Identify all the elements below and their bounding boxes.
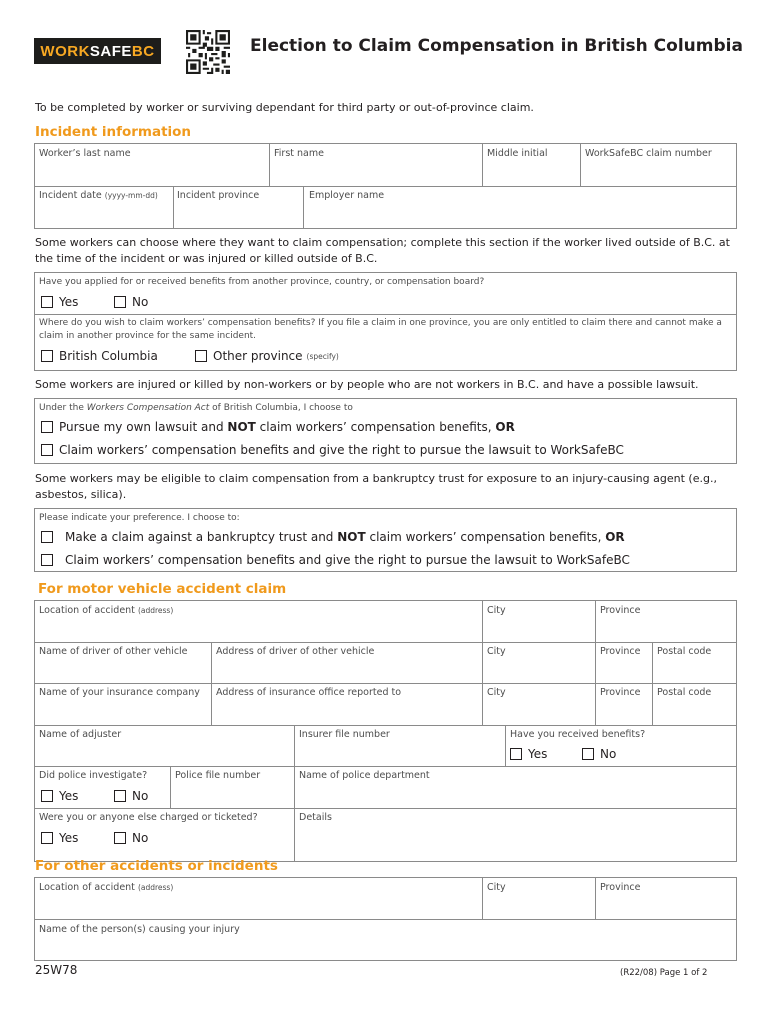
pursue-lawsuit-checkbox[interactable] [41, 420, 515, 434]
other-address-hint: (address) [137, 883, 174, 892]
page-title: Election to Claim Compensation in British Columbia [250, 36, 743, 56]
claim-compensation-checkbox[interactable] [41, 443, 624, 457]
other-province-checkbox[interactable] [195, 349, 339, 363]
other-location-label: Location of accident [39, 882, 135, 893]
bankruptcy-box [34, 508, 737, 572]
insurance-postal-field[interactable]: Postal code [657, 687, 712, 698]
checkbox-icon [41, 554, 53, 566]
incident-heading: Incident information [35, 124, 192, 140]
bankruptcy-claim-label: Claim workers’ compensation benefits and give the right to pursue the lawsuit to WorkSafeBC [65, 553, 630, 567]
charged-question: Were you or anyone else charged or ticketed? [39, 812, 258, 823]
middle-initial-field[interactable]: Middle initial [487, 148, 548, 159]
received-benefits-yes-checkbox[interactable] [510, 747, 547, 761]
police-department-field[interactable]: Name of police department [299, 770, 430, 781]
logo-bc: BC [131, 42, 155, 60]
checkbox-icon [510, 748, 522, 760]
incident-date-field[interactable] [39, 190, 158, 201]
lawsuit-text: Some workers are injured or killed by non-workers or by people who are not workers in B.C. and have a possible lawsuit. [35, 378, 699, 391]
other-city-field[interactable]: City [487, 882, 506, 893]
charged-no-checkbox[interactable] [114, 831, 148, 845]
lawsuit-box [34, 398, 737, 464]
province-question: Where do you wish to claim workers’ compensation benefits? If you file a claim in one province, you are only entitled to claim there and cannot make a claim in another province for the same incident. [39, 318, 722, 341]
other-heading: For other accidents or incidents [35, 858, 278, 874]
bankruptcy-question: Please indicate your preference. I choose to: [39, 513, 240, 523]
insurer-file-field[interactable]: Insurer file number [299, 729, 390, 740]
motor-address-hint: (address) [137, 606, 174, 615]
bankruptcy-text: Some workers may be eligible to claim compensation from a bankruptcy trust for exposure to an injury-causing agent (e.g., asbestos, silica). [35, 472, 717, 501]
specify-hint: (specify) [306, 351, 339, 361]
bankruptcy-claim-checkbox[interactable] [41, 553, 630, 567]
motor-city-field[interactable]: City [487, 605, 506, 616]
checkbox-icon [41, 296, 53, 308]
checkbox-icon [195, 350, 207, 362]
british-columbia-label: British Columbia [59, 349, 158, 363]
bankruptcy-or: OR [605, 530, 625, 544]
driver-postal-field[interactable]: Postal code [657, 646, 712, 657]
driver-address-field[interactable]: Address of driver of other vehicle [216, 646, 375, 657]
insurance-address-field[interactable]: Address of insurance office reported to [216, 687, 402, 698]
logo-work: WORK [40, 42, 90, 60]
checkbox-icon [41, 444, 53, 456]
bankruptcy-text-b: claim workers’ compensation benefits, [365, 530, 606, 544]
out-of-province-box [34, 272, 737, 371]
charged-no-label: No [132, 831, 149, 845]
first-name-field[interactable]: First name [274, 148, 324, 159]
police-yes-checkbox[interactable] [41, 789, 78, 803]
received-benefits-no-checkbox[interactable] [582, 747, 616, 761]
checkbox-icon [41, 421, 53, 433]
police-file-field[interactable]: Police file number [175, 770, 261, 781]
charged-yes-checkbox[interactable] [41, 831, 78, 845]
intro-text: To be completed by worker or surviving dependant for third party or out-of-province claim. [35, 101, 534, 114]
persons-causing-injury-field[interactable]: Name of the person(s) causing your injury [39, 924, 240, 935]
other-location-field[interactable] [39, 882, 173, 893]
worksafebc-logo [34, 38, 161, 64]
benefits-yes-checkbox[interactable] [41, 295, 78, 309]
motor-heading: For motor vehicle accident claim [38, 581, 287, 597]
incident-province-field[interactable]: Incident province [177, 190, 260, 201]
bankruptcy-text-a: Make a claim against a bankruptcy trust and [65, 530, 338, 544]
motor-table [34, 600, 737, 862]
lawsuit-question [39, 402, 353, 415]
adjuster-field[interactable]: Name of adjuster [39, 729, 122, 740]
driver-province-field[interactable]: Province [600, 646, 641, 657]
checkbox-icon [41, 350, 53, 362]
lawsuit-q-act: Workers Compensation Act [86, 403, 210, 413]
motor-location-field[interactable] [39, 605, 173, 616]
checkbox-icon [114, 296, 126, 308]
other-province-label: Other province [213, 349, 303, 363]
bankruptcy-not: NOT [337, 530, 366, 544]
police-yes-label: Yes [59, 789, 79, 803]
incident-table [34, 143, 737, 229]
checkbox-icon [582, 748, 594, 760]
claim-number-field[interactable]: WorkSafeBC claim number [585, 148, 712, 159]
lawsuit-q-pre: Under the [39, 403, 87, 413]
received-benefits-no-label: No [600, 747, 617, 761]
received-benefits-yes-label: Yes [528, 747, 548, 761]
charged-yes-label: Yes [59, 831, 79, 845]
bankruptcy-trust-checkbox[interactable] [41, 530, 625, 544]
incident-date-label: Incident date [39, 190, 102, 201]
motor-province-field[interactable]: Province [600, 605, 641, 616]
employer-name-field[interactable]: Employer name [309, 190, 385, 201]
driver-name-field[interactable]: Name of driver of other vehicle [39, 646, 188, 657]
pursue-lawsuit-text-a: Pursue my own lawsuit and [59, 420, 228, 434]
benefits-no-checkbox[interactable] [114, 295, 148, 309]
benefits-yes-label: Yes [59, 295, 79, 309]
received-benefits-question: Have you received benefits? [510, 729, 646, 740]
checkbox-icon [41, 832, 53, 844]
last-name-field[interactable]: Worker’s last name [39, 148, 131, 159]
pursue-lawsuit-or: OR [495, 420, 515, 434]
out-of-province-text: Some workers can choose where they want to claim compensation; complete this section if the worker lived outside of B.C. at the time of the incident or was injured or killed outside of B.C. [35, 236, 730, 265]
benefits-no-label: No [132, 295, 149, 309]
police-no-label: No [132, 789, 149, 803]
form-number: 25W78 [35, 963, 78, 977]
motor-location-label: Location of accident [39, 605, 135, 616]
police-investigate-question: Did police investigate? [39, 770, 148, 781]
pursue-lawsuit-not: NOT [227, 420, 256, 434]
insurance-city-field[interactable]: City [487, 687, 506, 698]
details-field[interactable]: Details [299, 812, 332, 823]
incident-date-format: (yyyy-mm-dd) [104, 191, 158, 200]
insurance-company-field[interactable]: Name of your insurance company [39, 687, 200, 698]
page-number: (R22/08) Page 1 of 2 [620, 968, 708, 978]
checkbox-icon [114, 832, 126, 844]
qr-code-icon [186, 30, 230, 74]
claim-compensation-label: Claim workers’ compensation benefits and give the right to pursue the lawsuit to WorkSafeBC [59, 443, 624, 457]
driver-city-field[interactable]: City [487, 646, 506, 657]
insurance-province-field[interactable]: Province [600, 687, 641, 698]
benefits-question: Have you applied for or received benefits from another province, country, or compensation board? [39, 277, 485, 287]
police-no-checkbox[interactable] [114, 789, 148, 803]
british-columbia-checkbox[interactable] [41, 349, 158, 363]
other-province-field[interactable]: Province [600, 882, 641, 893]
logo-safe: SAFE [89, 42, 132, 60]
other-table [34, 877, 737, 961]
pursue-lawsuit-text-b: claim workers’ compensation benefits, [255, 420, 496, 434]
checkbox-icon [114, 790, 126, 802]
lawsuit-q-post: of British Columbia, I choose to [209, 403, 353, 413]
checkbox-icon [41, 531, 53, 543]
checkbox-icon [41, 790, 53, 802]
